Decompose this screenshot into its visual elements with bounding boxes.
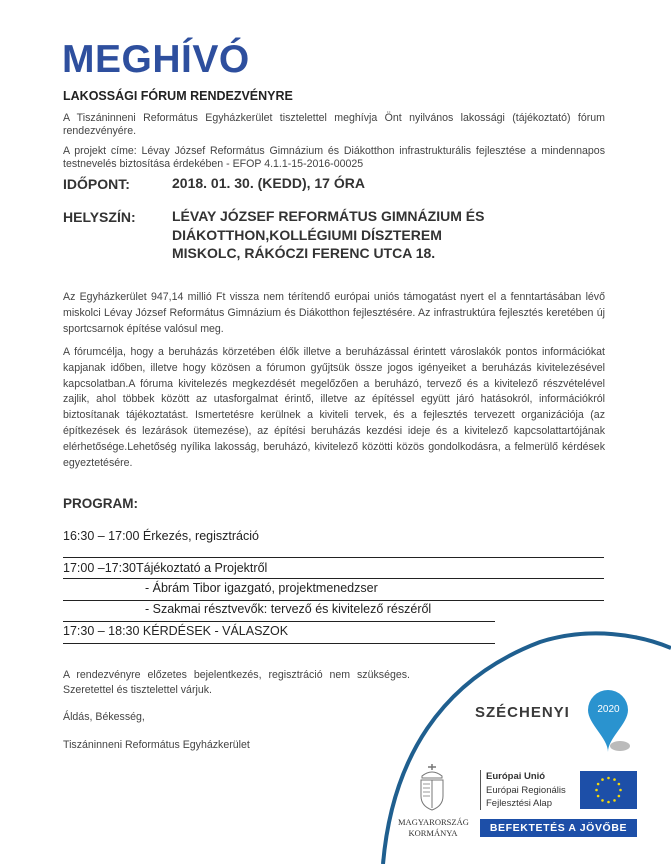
eu-line: Európai Unió [486,771,546,782]
szechenyi-pin-icon [586,688,636,756]
coat-of-arms-icon [416,762,448,812]
place-label: HELYSZÍN: [63,209,136,225]
time-value: 2018. 01. 30. (KEDD), 17 ÓRA [172,175,365,191]
place-line: DIÁKOTTHON,KOLLÉGIUMI DÍSZTEREM [172,226,442,243]
eu-line: Európai Regionális [486,784,566,796]
eu-star [613,799,616,802]
eu-star [601,778,604,781]
subtitle: LAKOSSÁGI FÓRUM RENDEZVÉNYRE [63,89,293,103]
eu-star [613,778,616,781]
divider [63,600,604,601]
program-heading: PROGRAM: [63,496,138,511]
government-logo-text [398,817,468,839]
befektetes-banner: BEFEKTETÉS A JÖVŐBE [480,819,637,837]
time-label: IDŐPONT: [63,176,130,192]
paragraph-forum: A fórumcélja, hogy a beruházás körzetében élők illetve a beruházással érintett városlakók pontos információkat kapjanak időben, illetve hogy közösen a fórumon gyűjtsük össze jogos igényeiket a beruházás kivitelezésével kapcsolatban.A fóruma kivitelezés megkezdését megelőzően a beruházó, tervező és a kivitelező részvételével zajlik, ahol többek között az utasforgalmat érintő, illetve az építéssel együtt járó hatásokról, információkról biztosítanak tájékoztatást. Ismertetésre kerülnek a kiviteli tervek, és a fejlesztés tervezett organizációja (az építkezések és lezárások ütemezése), az építési beruházás kezdési ideje és a kivitelező kapcsolattartójának elérhetősége.Lehetőség nyílika lakosság, beruházó, kivitelező közötti közös gondolkodásra, a felmerülő kérdések egyeztetésére. [63,346,605,469]
closing-text: A rendezvényre előzetes bejelentkezés, regisztráció nem szükséges. Szeretettel és tisztelettel várjuk. [63,669,410,696]
project-text: A projekt címe: Lévay József Református Gimnázium és Diákotthon infrastrukturális fejlesztése a mindennapos testnevelés biztosítása érdekében - EFOP 4.1.1-15-2016-00025 [63,145,605,170]
eu-star [618,783,621,786]
divider [63,621,495,622]
eu-star [597,783,600,786]
eu-fund-text [486,770,566,811]
eu-star [607,777,610,780]
szechenyi-year: 2020 [597,704,620,715]
divider [63,643,495,644]
place-value [172,207,484,263]
page-title: MEGHÍVÓ [62,38,250,81]
place-line: LÉVAY JÓZSEF REFORMÁTUS GIMNÁZIUM ÉS [172,208,485,224]
eu-star [619,789,622,792]
program-item: 17:00 –17:30Tájékoztató a Projektről [63,561,268,575]
divider [63,578,604,579]
greeting: Áldás, Békesség, [63,711,145,723]
gov-line: MAGYARORSZÁG [398,817,469,827]
program-item: 17:30 – 18:30 KÉRDÉSEK - VÁLASZOK [63,624,289,638]
program-item: - Ábrám Tibor igazgató, projektmenedzser [145,581,378,595]
eu-star [618,795,621,798]
intro-text: A Tiszáninneni Református Egyházkerület tisztelettel meghívja Önt nyilvános lakossági (tájékoztató) fórum rendezvényére. [63,112,605,137]
signature: Tiszáninneni Református Egyházkerület [63,739,250,751]
separator [480,770,481,810]
eu-star [595,789,598,792]
divider [63,557,604,558]
szechenyi-logo-text: SZÉCHENYI [475,704,570,721]
eu-line: Fejlesztési Alap [486,798,553,809]
eu-star [597,795,600,798]
gov-line: KORMÁNYA [408,828,458,838]
eu-star [601,799,604,802]
eu-star [607,801,610,804]
paragraph-funding: Az Egyházkerület 947,14 millió Ft vissza nem térítendő európai uniós támogatást nyert el a fenntartásában lévő miskolci Lévay József Református Gimnázium és Diákotthon fejlesztésére. Az infrastruktúra fejlesztés keretében új sportcsarnok építése valósul meg. [63,291,605,335]
place-line: MISKOLC, RÁKÓCZI FERENC UTCA 18. [172,245,436,261]
eu-flag-icon [580,771,637,809]
program-item: 16:30 – 17:00 Érkezés, regisztráció [63,529,259,543]
program-item: - Szakmai résztvevők: tervező és kivitelező részéről [145,602,432,616]
